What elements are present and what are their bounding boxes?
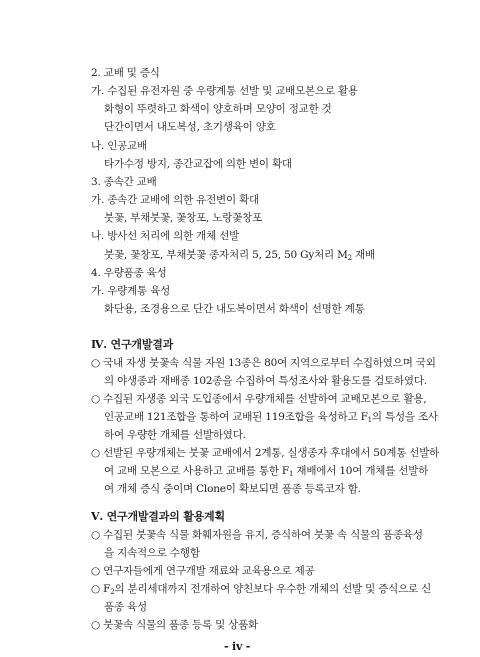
text-segment: 여 교배 모본으로 사용하고 교배를 통한 F (104, 465, 289, 477)
results-para-2-line-3: 하여 우량한 개체를 선발하였다. (104, 429, 246, 441)
plan-item-1-line-1: ○ 수집된 붓꽃속 식물 화훼자원을 유지, 증식하여 붓꽃 속 식물의 품종육성 (91, 529, 423, 541)
text-segment: 붓꽃, 꽃창포, 부채붓꽃 종자처리 5, 25, 50 Gy처리 M (104, 249, 348, 261)
subscript: 2 (347, 254, 352, 262)
plan-item-2: ○ 연구자들에게 연구개발 재료와 교육용으로 제공 (91, 565, 315, 577)
results-heading: Ⅳ. 연구개발결과 (91, 338, 174, 351)
subscript: 1 (289, 470, 294, 478)
plan-item-1-line-2: 을 지속적으로 수행함 (104, 547, 200, 559)
section-2-item-b: 나. 인공교배 (91, 140, 147, 152)
results-para-2-line-2 (104, 410, 438, 424)
results-para-3-line-1: ○ 선발된 우량개체는 붓꽃 교배에서 2계통, 실생종자 후대에서 50계통 선발하 (91, 447, 440, 459)
section-3-item-a-line-1: 붓꽃, 부채붓꽃, 꽃창포, 노랑꽃창포 (104, 212, 263, 224)
subscript: 2 (110, 588, 115, 596)
section-2-item-a-line-1: 화형이 뚜렷하고 화색이 양호하며 모양이 정교한 것 (104, 103, 332, 115)
results-para-3-line-3: 여 개체 증식 중이며 Clone이 확보되면 품종 등록코자 함. (104, 483, 361, 495)
section-3-item-a: 가. 종속간 교배에 의한 유전변이 확대 (91, 194, 259, 206)
results-para-3-line-2 (104, 464, 428, 478)
results-para-2-line-1: ○ 수집된 자생종 외국 도입종에서 우량개체를 선발하여 교배모본으로 활용, (91, 393, 427, 405)
section-2-item-a: 가. 수집된 유전자원 중 우량계통 선발 및 교배모본으로 활용 (91, 85, 358, 97)
text-segment: ○ F (91, 583, 111, 595)
section-2-heading: 2. 교배 및 증식 (91, 67, 160, 79)
section-2-item-b-line-1: 타가수정 방지, 종간교잡에 의한 변이 확대 (104, 158, 292, 170)
section-3-item-b-line-1 (104, 248, 375, 262)
text-segment: 재배에서 10여 개체를 선발하 (293, 465, 429, 477)
section-3-item-b: 나. 방사선 처리에 의한 개체 선발 (91, 230, 240, 242)
subscript: 1 (367, 416, 372, 424)
results-para-1-line-2: 의 야생종과 재배종 102종을 수집하여 특성조사와 활용도를 검토하였다. (104, 375, 427, 387)
plan-item-3-line-1 (91, 582, 431, 596)
plan-item-4: ○ 붓꽃속 식물의 품종 등록 및 상품화 (91, 619, 258, 631)
section-3-heading: 3. 종속간 교배 (91, 176, 157, 188)
section-2-item-a-line-2: 단간이면서 내도복성, 초기생육이 양호 (104, 121, 276, 133)
plan-item-3-line-2: 품종 육성 (104, 601, 147, 613)
plan-heading: Ⅴ. 연구개발결과의 활용계획 (91, 510, 225, 523)
section-4-heading: 4. 우량품종 육성 (91, 267, 167, 279)
section-4-item-a: 가. 우량계통 육성 (91, 285, 171, 297)
text-segment: 인공교배 121조합을 통하여 교배된 119조합을 육성하고 F (104, 411, 368, 423)
results-para-1-line-1: ○ 국내 자생 붓꽃속 식물 자원 13종은 80여 지역으로부터 수집하였으며 국외 (91, 357, 436, 369)
text-segment: 재배 (351, 249, 375, 261)
page-number: - iv - (224, 640, 251, 653)
text-segment: 의 분리세대까지 전개하여 양친보다 우수한 개체의 선발 및 증식으로 신 (114, 583, 432, 595)
section-4-item-a-line-1: 화단용, 조경용으로 단간 내도복이면서 화색이 선명한 계통 (104, 303, 365, 315)
text-segment: 의 특성을 조사 (371, 411, 438, 423)
